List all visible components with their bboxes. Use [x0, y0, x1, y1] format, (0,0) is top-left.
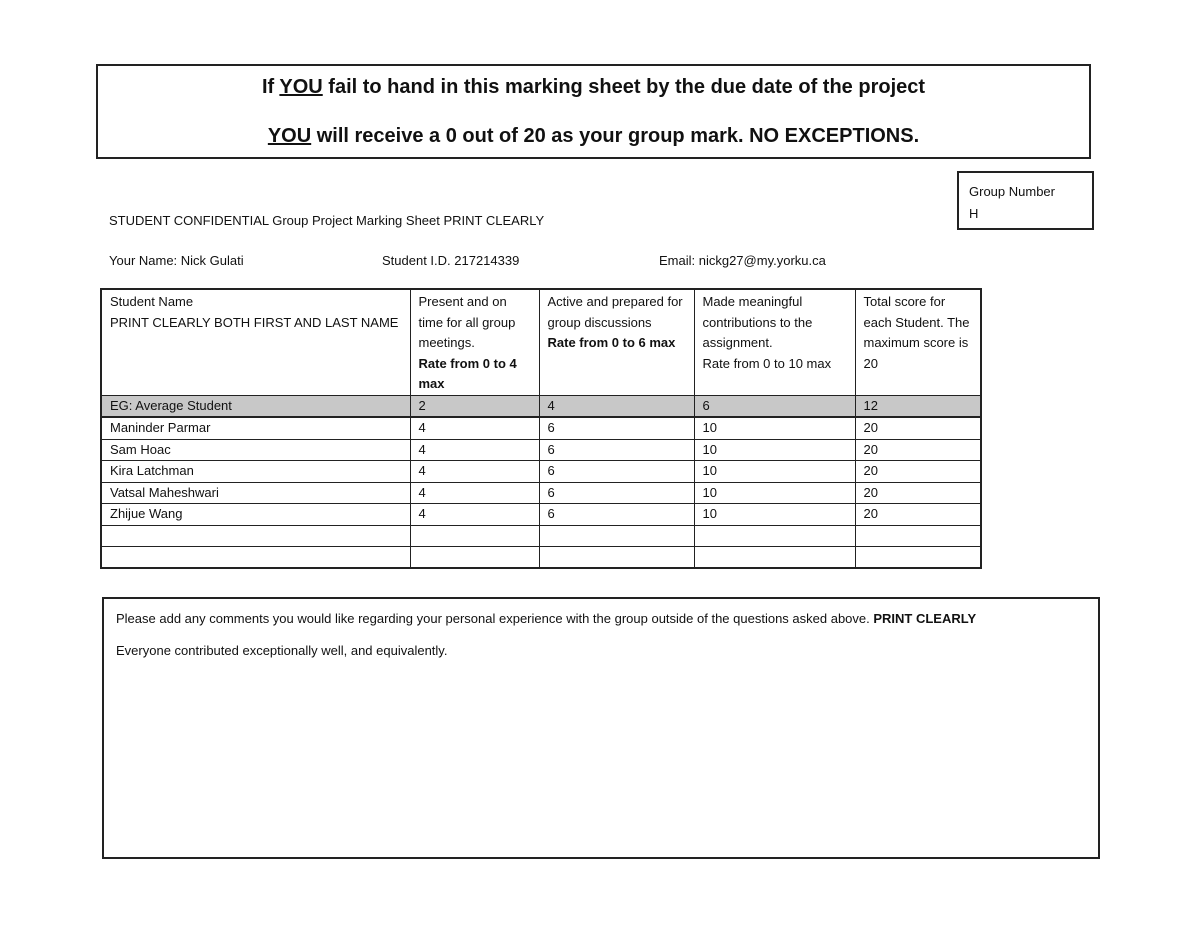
print-clearly-emphasis: PRINT CLEARLY — [873, 611, 977, 626]
table-row-empty — [101, 546, 981, 568]
table-header-row — [101, 289, 981, 395]
table-cell: 10 — [694, 439, 855, 461]
table-cell — [410, 546, 539, 568]
table-cell: 10 — [694, 461, 855, 483]
table-cell: 20 — [855, 482, 981, 504]
comments-answer: Everyone contributed exceptionally well, and equivalently. — [116, 643, 448, 658]
table-cell: 20 — [855, 504, 981, 526]
table-cell — [539, 546, 694, 568]
table-cell: Sam Hoac — [101, 439, 410, 461]
table-cell — [101, 546, 410, 568]
table-cell: Vatsal Maheshwari — [101, 482, 410, 504]
sheet-title: STUDENT CONFIDENTIAL Group Project Marking Sheet PRINT CLEARLY — [109, 213, 545, 228]
table-cell: Kira Latchman — [101, 461, 410, 483]
table-cell: Maninder Parmar — [101, 417, 410, 439]
header-present: Present and on time for all group meetings. Rate from 0 to 4 max — [410, 289, 539, 395]
table-cell: 20 — [855, 461, 981, 483]
group-number-value: H — [969, 206, 979, 221]
your-name: Your Name: Nick Gulati — [109, 253, 244, 268]
table-cell: 10 — [694, 482, 855, 504]
table-cell: 6 — [539, 482, 694, 504]
table-cell — [855, 546, 981, 568]
marking-table — [100, 288, 982, 569]
header-contributions: Made meaningful contributions to the assignment. Rate from 0 to 10 max — [694, 289, 855, 395]
table-row — [101, 439, 981, 461]
student-id: Student I.D. 217214339 — [382, 253, 520, 268]
table-cell: 4 — [410, 461, 539, 483]
emphasis-you: YOU — [267, 125, 312, 147]
table-cell: 6 — [539, 461, 694, 483]
table-cell: 4 — [410, 417, 539, 439]
header-total: Total score for each Student. The maximum score is 20 — [855, 289, 981, 395]
email: Email: nickg27@my.yorku.ca — [659, 253, 826, 268]
comments-box — [102, 597, 1100, 859]
table-cell — [694, 546, 855, 568]
table-cell — [694, 525, 855, 546]
table-cell — [539, 525, 694, 546]
warning-banner — [96, 64, 1091, 159]
table-cell: 4 — [410, 439, 539, 461]
table-cell: 20 — [855, 439, 981, 461]
emphasis-you: YOU — [279, 76, 323, 98]
table-cell: 4 — [410, 482, 539, 504]
warning-line-1: If YOU fail to hand in this marking sheet by the due date of the project — [261, 76, 926, 98]
group-number-box — [957, 171, 1094, 230]
table-cell — [855, 525, 981, 546]
warning-line-2: YOU will receive a 0 out of 20 as your group mark. NO EXCEPTIONS. — [267, 125, 920, 147]
table-cell: Zhijue Wang — [101, 504, 410, 526]
table-cell: 4 — [539, 395, 694, 417]
header-student-name: Student Name PRINT CLEARLY BOTH FIRST AND LAST NAME — [101, 289, 410, 395]
table-cell: 4 — [410, 504, 539, 526]
comments-prompt: Please add any comments you would like regarding your personal experience with the group outside of the questions asked above. PRINT CLEARLY — [116, 611, 977, 626]
example-row — [101, 395, 981, 417]
table-cell — [101, 525, 410, 546]
table-cell — [410, 525, 539, 546]
table-row — [101, 504, 981, 526]
header-active: Active and prepared for group discussions Rate from 0 to 6 max — [539, 289, 694, 395]
table-row — [101, 417, 981, 439]
table-cell: 6 — [539, 439, 694, 461]
table-cell: 12 — [855, 395, 981, 417]
table-cell: 2 — [410, 395, 539, 417]
table-row — [101, 461, 981, 483]
table-cell: EG: Average Student — [101, 395, 410, 417]
table-row — [101, 482, 981, 504]
table-cell: 6 — [539, 504, 694, 526]
table-cell: 20 — [855, 417, 981, 439]
group-number-label: Group Number — [969, 184, 1055, 199]
table-cell: 10 — [694, 417, 855, 439]
table-cell: 10 — [694, 504, 855, 526]
table-cell: 6 — [694, 395, 855, 417]
table-row-empty — [101, 525, 981, 546]
table-cell: 6 — [539, 417, 694, 439]
